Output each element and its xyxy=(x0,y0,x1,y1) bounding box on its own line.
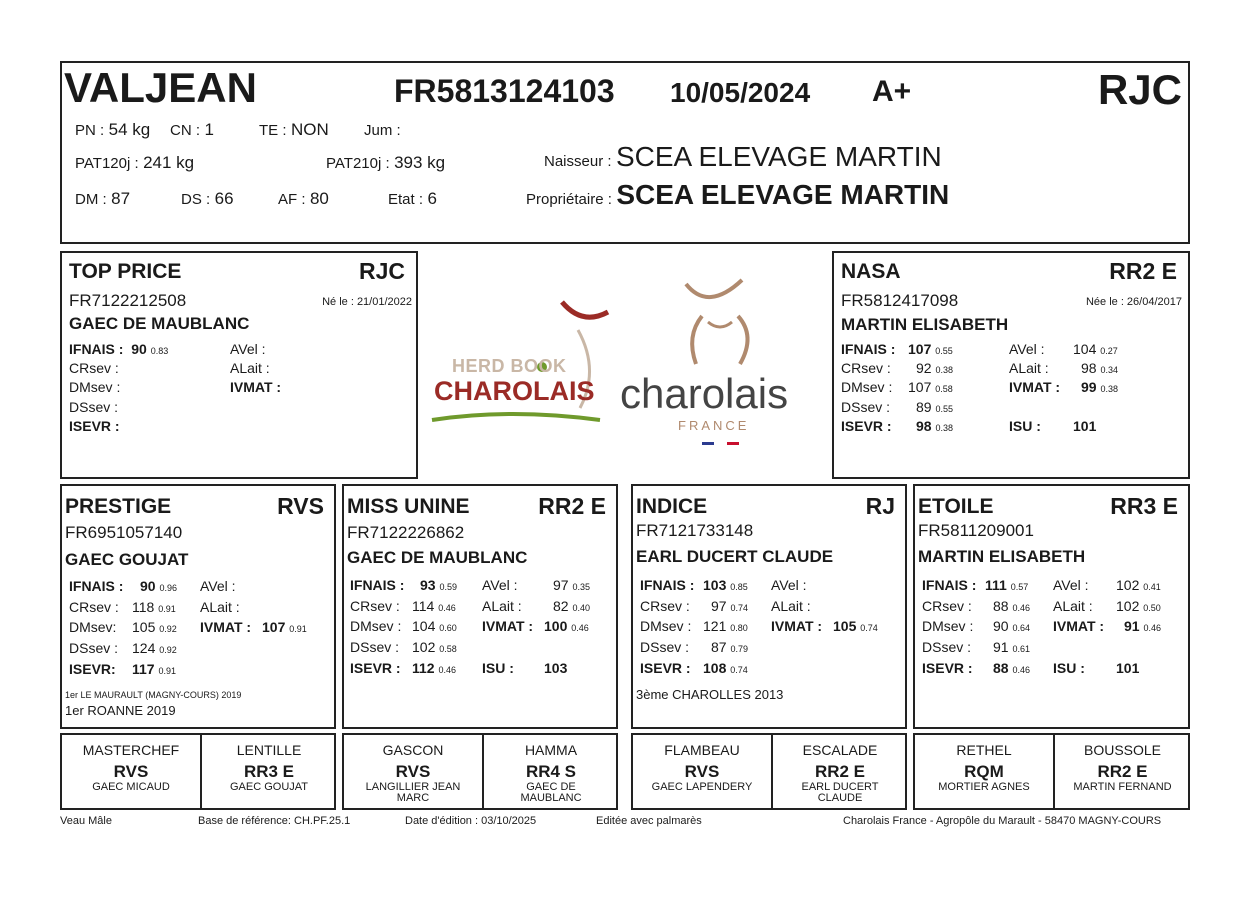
sire-dssev-label: DSsev : xyxy=(69,399,119,415)
prestige-ivmat-label: IVMAT : xyxy=(200,619,252,635)
ggp-owner: MORTIER AGNES xyxy=(938,781,1030,793)
prestige-isevr-value: 117 0.91 xyxy=(132,661,177,677)
dam-alait-value: 98 0.34 xyxy=(1081,360,1118,376)
dam-isevr-value: 98 0.38 xyxy=(916,418,953,434)
dam-name: NASA xyxy=(841,260,901,283)
missunine-crsev-value: 114 0.46 xyxy=(412,598,456,614)
pat120-field: PAT120j : 241 kg xyxy=(75,153,195,172)
ggp-name: RETHEL xyxy=(956,742,1012,758)
grandparent-card-prestige xyxy=(60,484,336,729)
footer-edition: Date d'édition : 03/10/2025 xyxy=(405,815,537,827)
etat-field: Etat : 6 xyxy=(388,189,437,208)
etoile-owner: MARTIN ELISABETH xyxy=(918,547,1086,566)
prestige-dssev-label: DSsev : xyxy=(69,640,119,656)
missunine-avel-label: AVel : xyxy=(482,577,518,593)
prestige-crsev-value: 118 0.91 xyxy=(132,599,176,615)
indice-code: RJ xyxy=(865,493,895,519)
ggp-code: RQM xyxy=(964,762,1004,781)
prestige-ifnais-value: 90 0.96 xyxy=(140,578,177,594)
missunine-dssev-label: DSsev : xyxy=(350,639,400,655)
animal-name: VALJEAN xyxy=(64,64,257,111)
ggp-owner: GAEC GOUJAT xyxy=(229,781,309,793)
etoile-crsev-label: CRsev : xyxy=(922,598,972,614)
footer-organization: Charolais France - Agropôle du Marault - 58470 MAGNY-COURS xyxy=(843,815,1162,827)
prestige-ifnais-label: IFNAIS : xyxy=(69,578,124,594)
missunine-ifnais-value: 93 0.59 xyxy=(420,577,457,593)
missunine-dmsev-label: DMsev : xyxy=(350,618,402,634)
dm-field: DM : 87 xyxy=(75,189,131,208)
pn-field: PN : 54 kg xyxy=(75,120,151,139)
dam-crsev-value: 92 0.38 xyxy=(916,360,953,376)
animal-header xyxy=(60,61,1190,244)
dam-alait-label: ALait : xyxy=(1009,360,1049,376)
ggp-boussole xyxy=(1053,735,1190,808)
ggp-code: RVS xyxy=(113,762,149,781)
missunine-ifnais-label: IFNAIS : xyxy=(350,577,405,593)
ggp-name: HAMMA xyxy=(524,742,578,758)
prestige-dmsev-value: 105 0.92 xyxy=(132,619,177,635)
ds-field: DS : 66 xyxy=(181,189,234,208)
pat210-field: PAT210j : 393 kg xyxy=(326,153,446,172)
missunine-crsev-label: CRsev : xyxy=(350,598,400,614)
dam-ivmat-label: IVMAT : xyxy=(1009,379,1061,395)
missunine-alait-label: ALait : xyxy=(482,598,522,614)
sire-born: Né le : 21/01/2022 xyxy=(322,296,412,308)
ggp-name: BOUSSOLE xyxy=(1083,742,1162,758)
grandparent-card-miss-unine xyxy=(342,484,618,729)
ggp-gascon xyxy=(344,735,482,808)
missunine-ivmat-value: 100 0.46 xyxy=(544,618,589,634)
dam-avel-label: AVel : xyxy=(1009,341,1045,357)
etoile-dssev-value: 91 0.61 xyxy=(993,639,1030,655)
dam-born: Née le : 26/04/2017 xyxy=(1085,296,1182,308)
missunine-number: FR7122226862 xyxy=(347,523,465,542)
dam-card xyxy=(832,251,1190,479)
indice-dssev-value: 87 0.79 xyxy=(711,639,748,655)
proprietaire-field: Propriétaire : SCEA ELEVAGE MARTIN xyxy=(526,179,950,210)
sire-owner: GAEC DE MAUBLANC xyxy=(69,314,250,333)
missunine-code: RR2 E xyxy=(538,493,606,519)
indice-crsev-value: 97 0.74 xyxy=(711,598,748,614)
ggp-name: LENTILLE xyxy=(236,742,302,758)
prestige-ivmat-value: 107 0.91 xyxy=(262,619,307,635)
indice-alait-label: ALait : xyxy=(771,598,811,614)
ggp-lentille xyxy=(200,735,336,808)
dam-isu-label: ISU : xyxy=(1009,418,1041,434)
missunine-ivmat-label: IVMAT : xyxy=(482,618,534,634)
charolais-word: charolais xyxy=(620,370,789,417)
indice-ifnais-value: 103 0.85 xyxy=(703,577,748,593)
etoile-dmsev-label: DMsev : xyxy=(922,618,974,634)
indice-name: INDICE xyxy=(636,495,708,518)
ggp-escalade xyxy=(771,735,907,808)
grandparent-card-indice xyxy=(631,484,907,729)
sire-ifnais: IFNAIS : 90 0.83 xyxy=(69,341,169,357)
prestige-code: RVS xyxy=(277,493,324,519)
indice-dmsev-value: 121 0.80 xyxy=(703,618,748,634)
indice-ifnais-label: IFNAIS : xyxy=(640,577,695,593)
missunine-dssev-value: 102 0.58 xyxy=(412,639,457,655)
etoile-alait-label: ALait : xyxy=(1053,598,1093,614)
etoile-alait-value: 102 0.50 xyxy=(1116,598,1161,614)
ggp-code: RR3 E xyxy=(243,762,295,781)
herdbook-main-text: CHAROLAIS xyxy=(434,376,595,406)
animal-code: RJC xyxy=(1097,66,1182,113)
france-word: FRANCE xyxy=(678,418,750,433)
etoile-code: RR3 E xyxy=(1110,493,1178,519)
etoile-isevr-value: 88 0.46 xyxy=(993,660,1030,676)
dam-ivmat-value: 99 0.38 xyxy=(1081,379,1118,395)
dam-crsev-label: CRsev : xyxy=(841,360,891,376)
ggp-pair-4 xyxy=(913,733,1190,810)
ggp-pair-3 xyxy=(631,733,907,810)
ggp-name: ESCALADE xyxy=(802,742,878,758)
ggp-name: MASTERCHEF xyxy=(82,742,180,758)
indice-avel-label: AVel : xyxy=(771,577,807,593)
missunine-isevr-label: ISEVR : xyxy=(350,660,401,676)
dam-isu-value: 101 xyxy=(1073,418,1097,434)
sire-number: FR7122212508 xyxy=(69,291,187,310)
etoile-name: ETOILE xyxy=(918,495,994,518)
etoile-ifnais-value: 111 0.57 xyxy=(985,577,1029,593)
indice-dssev-label: DSsev : xyxy=(640,639,690,655)
sire-crsev-label: CRsev : xyxy=(69,360,119,376)
dam-number: FR5812417098 xyxy=(841,291,959,310)
dam-ifnais-value: 107 0.55 xyxy=(908,341,953,357)
dam-dssev-label: DSsev : xyxy=(841,399,891,415)
indice-ivmat-value: 105 0.74 xyxy=(833,618,878,634)
sire-isevr-label: ISEVR : xyxy=(69,418,120,434)
missunine-owner: GAEC DE MAUBLANC xyxy=(347,548,528,567)
etoile-isu-label: ISU : xyxy=(1053,660,1085,676)
etoile-crsev-value: 88 0.46 xyxy=(993,598,1030,614)
grade: A+ xyxy=(872,75,912,108)
etoile-isu-value: 101 xyxy=(1116,660,1140,676)
af-field: AF : 80 xyxy=(278,189,329,208)
ggp-code: RR4 S xyxy=(525,762,577,781)
prestige-avel-label: AVel : xyxy=(200,578,236,594)
etoile-isevr-label: ISEVR : xyxy=(922,660,973,676)
sire-name: TOP PRICE xyxy=(69,260,182,283)
prestige-alait-label: ALait : xyxy=(200,599,240,615)
etoile-ifnais-label: IFNAIS : xyxy=(922,577,977,593)
footer-base: Base de référence: CH.PF.25.1 xyxy=(198,815,351,827)
prestige-isevr-label: ISEVR: xyxy=(69,661,116,677)
etoile-dmsev-value: 90 0.64 xyxy=(993,618,1030,634)
prestige-dmsev-label: DMsev: xyxy=(69,619,117,635)
ggp-masterchef xyxy=(62,735,200,808)
dam-dmsev-value: 107 0.58 xyxy=(908,379,953,395)
ggp-owner: GAEC MICAUD xyxy=(92,781,170,793)
indice-dmsev-label: DMsev : xyxy=(640,618,692,634)
prestige-crsev-label: CRsev : xyxy=(69,599,119,615)
sire-avel-label: AVel : xyxy=(230,341,266,357)
indice-crsev-label: CRsev : xyxy=(640,598,690,614)
indice-award: 3ème CHAROLLES 2013 xyxy=(636,687,784,702)
indice-number: FR7121733148 xyxy=(636,521,754,540)
ggp-owner: MARTIN FERNAND xyxy=(1073,781,1172,793)
indice-isevr-label: ISEVR : xyxy=(640,660,691,676)
sire-dmsev-label: DMsev : xyxy=(69,379,121,395)
naisseur-field: Naisseur : SCEA ELEVAGE MARTIN xyxy=(544,141,942,172)
missunine-dmsev-value: 104 0.60 xyxy=(412,618,457,634)
sire-card xyxy=(60,251,418,479)
dam-owner: MARTIN ELISABETH xyxy=(841,315,1009,334)
indice-isevr-value: 108 0.74 xyxy=(703,660,748,676)
etoile-ivmat-value: 91 0.46 xyxy=(1124,618,1161,634)
dam-dssev-value: 89 0.55 xyxy=(916,399,953,415)
ggp-name: GASCON xyxy=(382,742,444,758)
ggp-flambeau xyxy=(633,735,771,808)
ggp-rethel xyxy=(915,735,1053,808)
missunine-name: MISS UNINE xyxy=(347,495,470,518)
ggp-pair-2 xyxy=(342,733,618,810)
ggp-name: FLAMBEAU xyxy=(664,742,740,758)
ggp-owner: EARL DUCERT CLAUDE xyxy=(801,781,879,804)
grandparent-card-etoile xyxy=(913,484,1190,729)
sire-code: RJC xyxy=(358,258,405,284)
missunine-isevr-value: 112 0.46 xyxy=(412,660,457,676)
ggp-code: RVS xyxy=(395,762,431,781)
dam-ifnais-label: IFNAIS : xyxy=(841,341,896,357)
missunine-alait-value: 82 0.40 xyxy=(553,598,590,614)
prestige-owner: GAEC GOUJAT xyxy=(65,550,189,569)
missunine-isu-label: ISU : xyxy=(482,660,514,676)
indice-owner: EARL DUCERT CLAUDE xyxy=(636,547,834,566)
charolais-france-logo xyxy=(616,276,826,451)
footer-sex: Veau Mâle xyxy=(60,815,112,827)
prestige-number: FR6951057140 xyxy=(65,523,183,542)
indice-ivmat-label: IVMAT : xyxy=(771,618,823,634)
dam-isevr-label: ISEVR : xyxy=(841,418,892,434)
dam-avel-value: 104 0.27 xyxy=(1073,341,1118,357)
missunine-avel-value: 97 0.35 xyxy=(553,577,590,593)
etoile-ivmat-label: IVMAT : xyxy=(1053,618,1105,634)
cn-field: CN : 1 xyxy=(170,120,214,139)
herdbook-top-text: HERD BOOK xyxy=(452,356,567,376)
te-field: TE : NON xyxy=(259,120,329,139)
ggp-owner: GAEC LAPENDERY xyxy=(651,781,753,793)
dam-code: RR2 E xyxy=(1109,258,1177,284)
ggp-code: RVS xyxy=(684,762,720,781)
ggp-owner: LANGILLIER JEAN MARC xyxy=(365,781,461,804)
ggp-code: RR2 E xyxy=(814,762,866,781)
sire-alait-label: ALait : xyxy=(230,360,270,376)
prestige-award-small: 1er LE MAURAULT (MAGNY-COURS) 2019 xyxy=(65,690,242,700)
sire-ivmat-label: IVMAT : xyxy=(230,379,282,395)
etoile-number: FR5811209001 xyxy=(918,521,1034,540)
dam-dmsev-label: DMsev : xyxy=(841,379,893,395)
ggp-owner: GAEC DE MAUBLANC xyxy=(520,781,582,804)
ggp-pair-1 xyxy=(60,733,336,810)
ggp-code: RR2 E xyxy=(1097,762,1148,781)
herdbook-logo xyxy=(430,290,610,430)
footer-palmares: Editée avec palmarès xyxy=(596,815,702,827)
animal-id: FR5813124103 xyxy=(394,73,615,109)
birth-date: 10/05/2024 xyxy=(670,77,811,108)
prestige-award: 1er ROANNE 2019 xyxy=(65,703,176,718)
etoile-dssev-label: DSsev : xyxy=(922,639,972,655)
prestige-dssev-value: 124 0.92 xyxy=(132,640,177,656)
prestige-name: PRESTIGE xyxy=(65,495,172,518)
etoile-avel-label: AVel : xyxy=(1053,577,1089,593)
missunine-isu-value: 103 xyxy=(544,660,568,676)
etoile-avel-value: 102 0.41 xyxy=(1116,577,1161,593)
ggp-hamma xyxy=(482,735,618,808)
jum-field: Jum : xyxy=(364,122,401,139)
